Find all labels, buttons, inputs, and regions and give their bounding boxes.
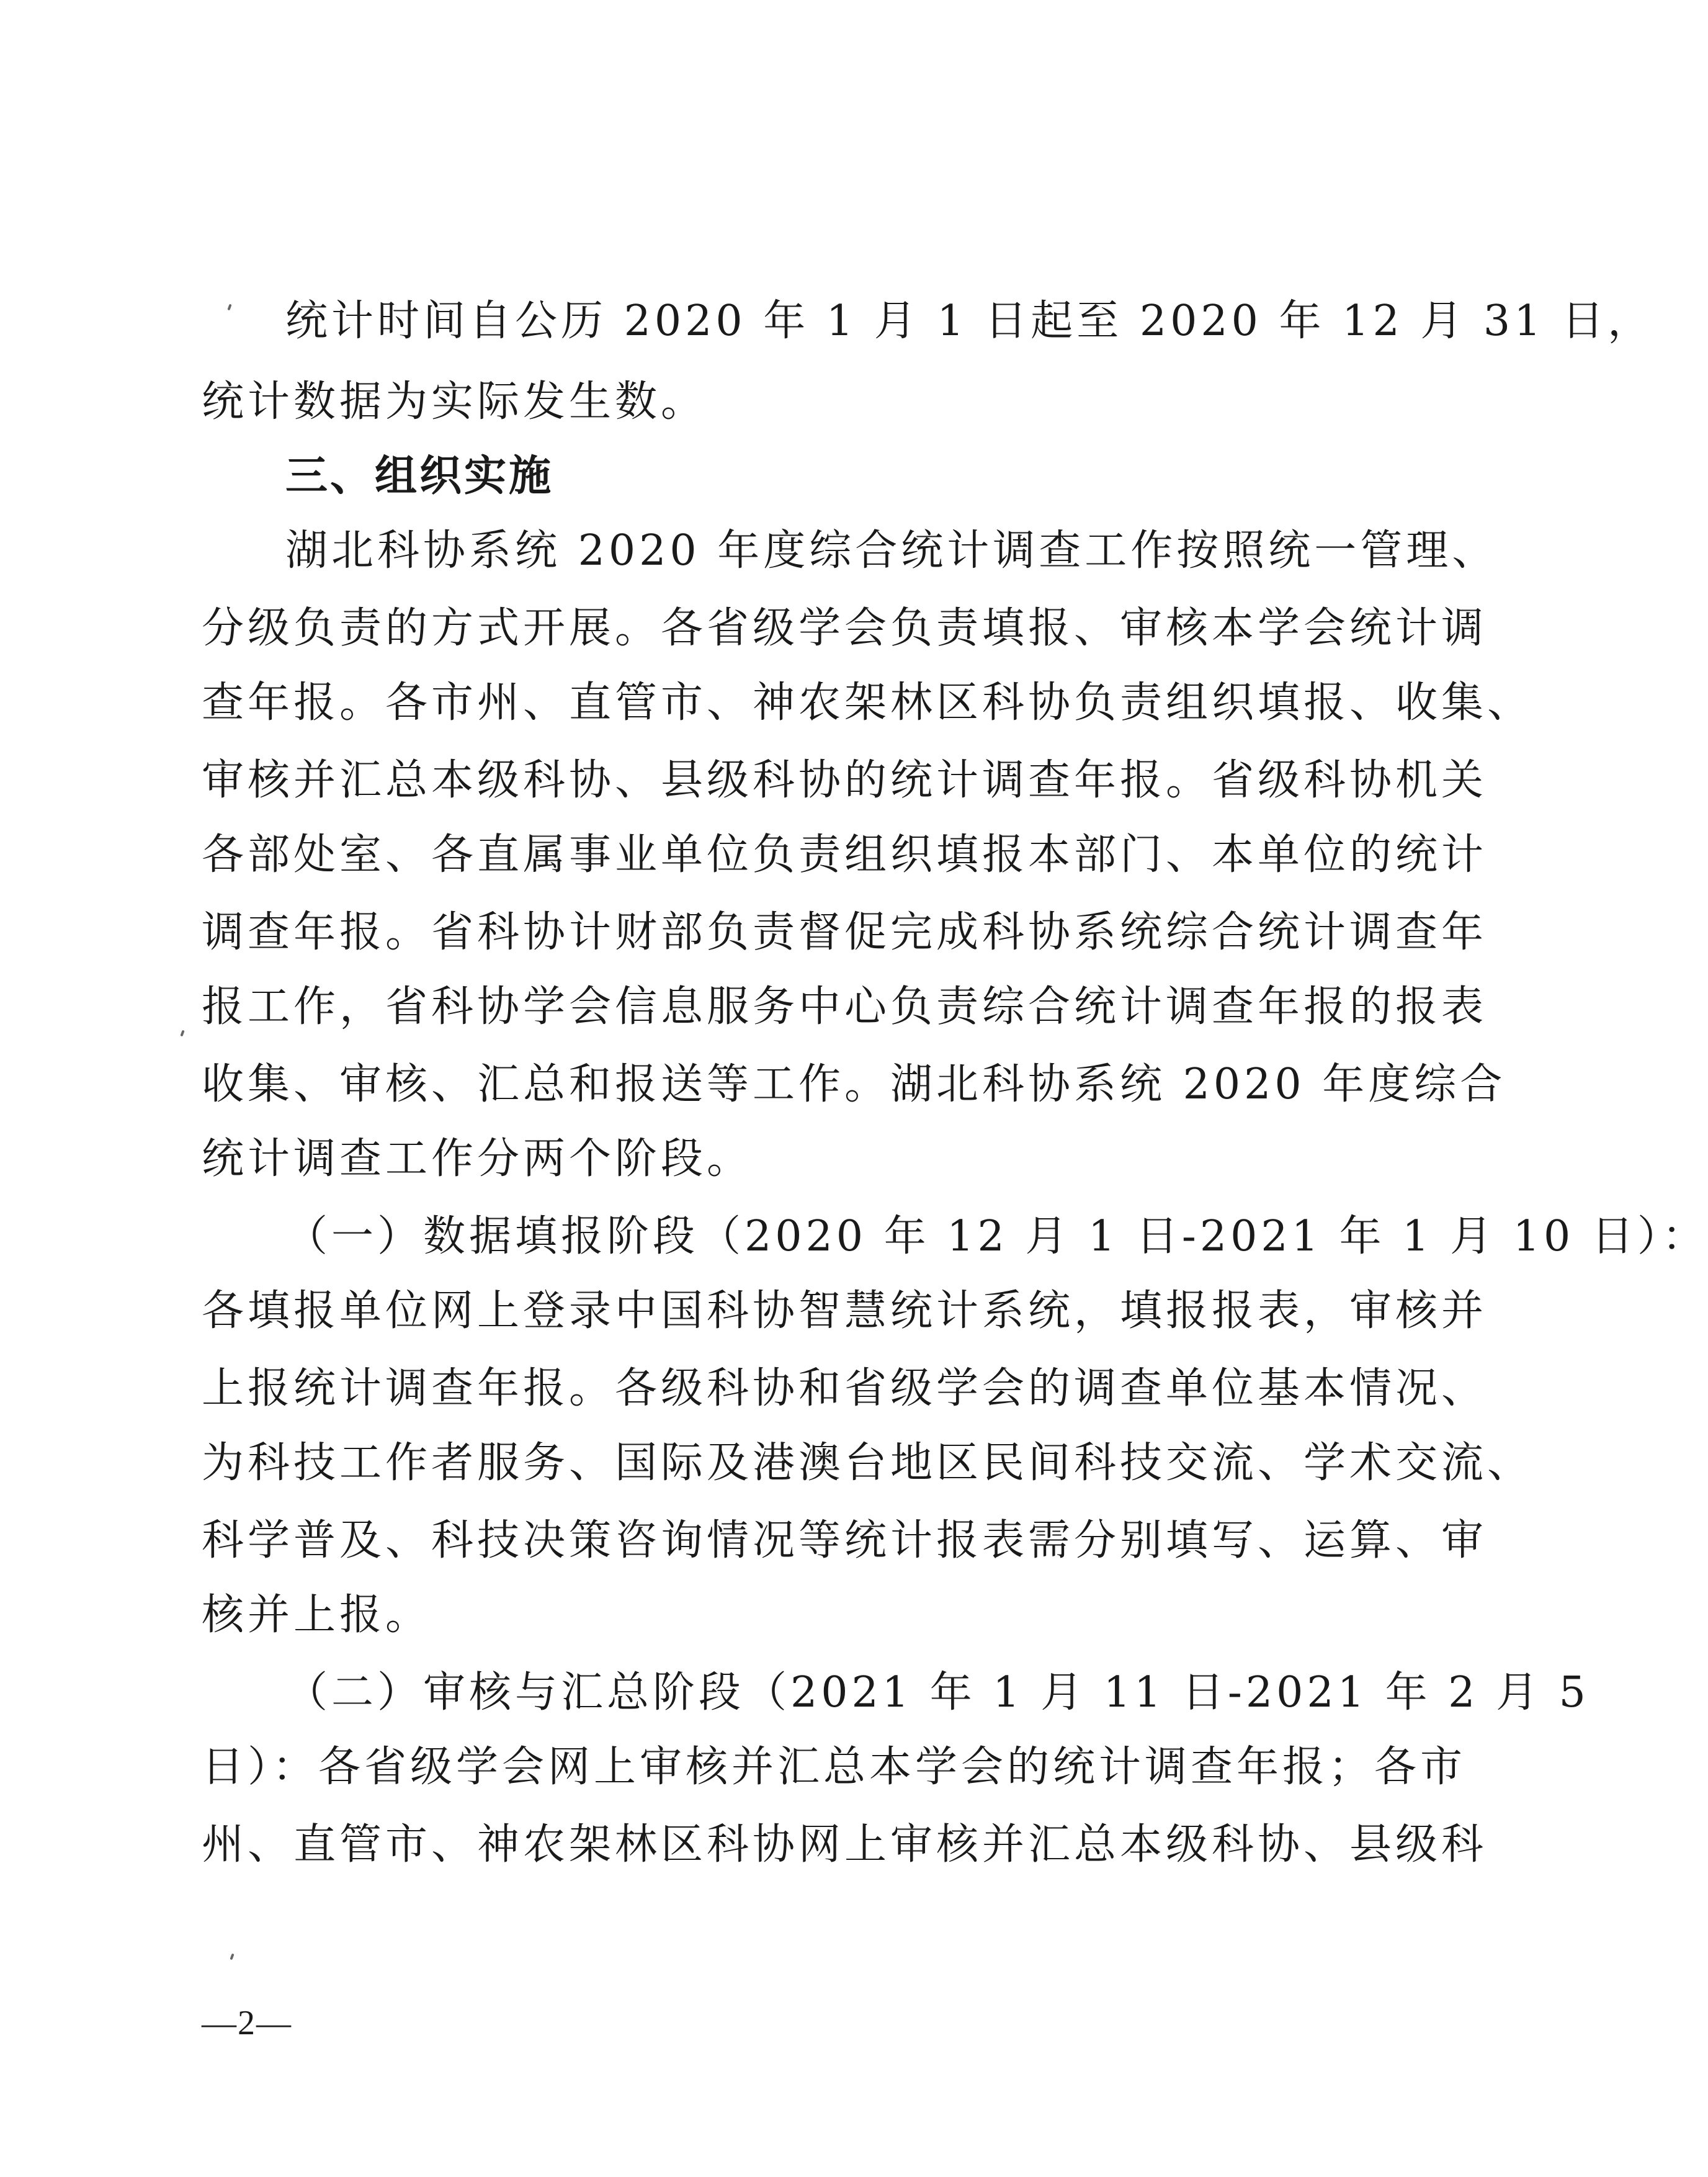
text-line: 日）：各省级学会网上审核并汇总本学会的统计调查年报；各市 xyxy=(202,1743,1467,1792)
text-line: 调查年报。省科协计财部负责督促完成科协系统综合统计调查年 xyxy=(202,908,1488,957)
text-line: 上报统计调查年报。各级科协和省级学会的调查单位基本情况、 xyxy=(202,1364,1488,1413)
scan-speck xyxy=(230,1954,234,1960)
page-number: —2— xyxy=(202,2004,292,2042)
text-line: 州、直管市、神农架林区科协网上审核并汇总本级科协、县级科 xyxy=(202,1820,1488,1869)
subsection-heading: （一）数据填报阶段（2020 年 12 月 1 日-2021 年 1 月 10 日）： xyxy=(285,1212,1708,1261)
text-line: 各部处室、各直属事业单位负责组织填报本部门、本单位的统计 xyxy=(202,830,1488,879)
text-line: 统计调查工作分两个阶段。 xyxy=(202,1134,753,1183)
text-line: 科学普及、科技决策咨询情况等统计报表需分别填写、运算、审 xyxy=(202,1516,1488,1565)
text-line: 为科技工作者服务、国际及港澳台地区民间科技交流、学术交流、 xyxy=(202,1439,1534,1488)
text-line: 收集、审核、汇总和报送等工作。湖北科协系统 2020 年度综合 xyxy=(202,1060,1506,1109)
text-line: 各填报单位网上登录中国科协智慧统计系统，填报报表，审核并 xyxy=(202,1286,1488,1335)
text-line: 统计时间自公历 2020 年 1 月 1 日起至 2020 年 12 月 31 日， xyxy=(285,297,1654,346)
text-line: 审核并汇总本级科协、县级科协的统计调查年报。省级科协机关 xyxy=(202,756,1488,805)
section-heading: 三、组织实施 xyxy=(285,452,554,501)
text-line: 统计数据为实际发生数。 xyxy=(202,377,707,426)
text-line: 核并上报。 xyxy=(202,1591,432,1640)
text-line: 分级负责的方式开展。各省级学会负责填报、审核本学会统计调 xyxy=(202,604,1488,653)
text-line: 湖北科协系统 2020 年度综合统计调查工作按照统一管理、 xyxy=(285,526,1498,575)
text-line: 报工作，省科协学会信息服务中心负责综合统计调查年报的报表 xyxy=(202,982,1488,1031)
scan-speck xyxy=(227,304,231,311)
text-line: 查年报。各市州、直管市、神农架林区科协负责组织填报、收集、 xyxy=(202,678,1534,727)
scan-speck xyxy=(180,1030,184,1037)
subsection-heading: （二）审核与汇总阶段（2021 年 1 月 11 日-2021 年 2 月 5 xyxy=(285,1668,1590,1717)
